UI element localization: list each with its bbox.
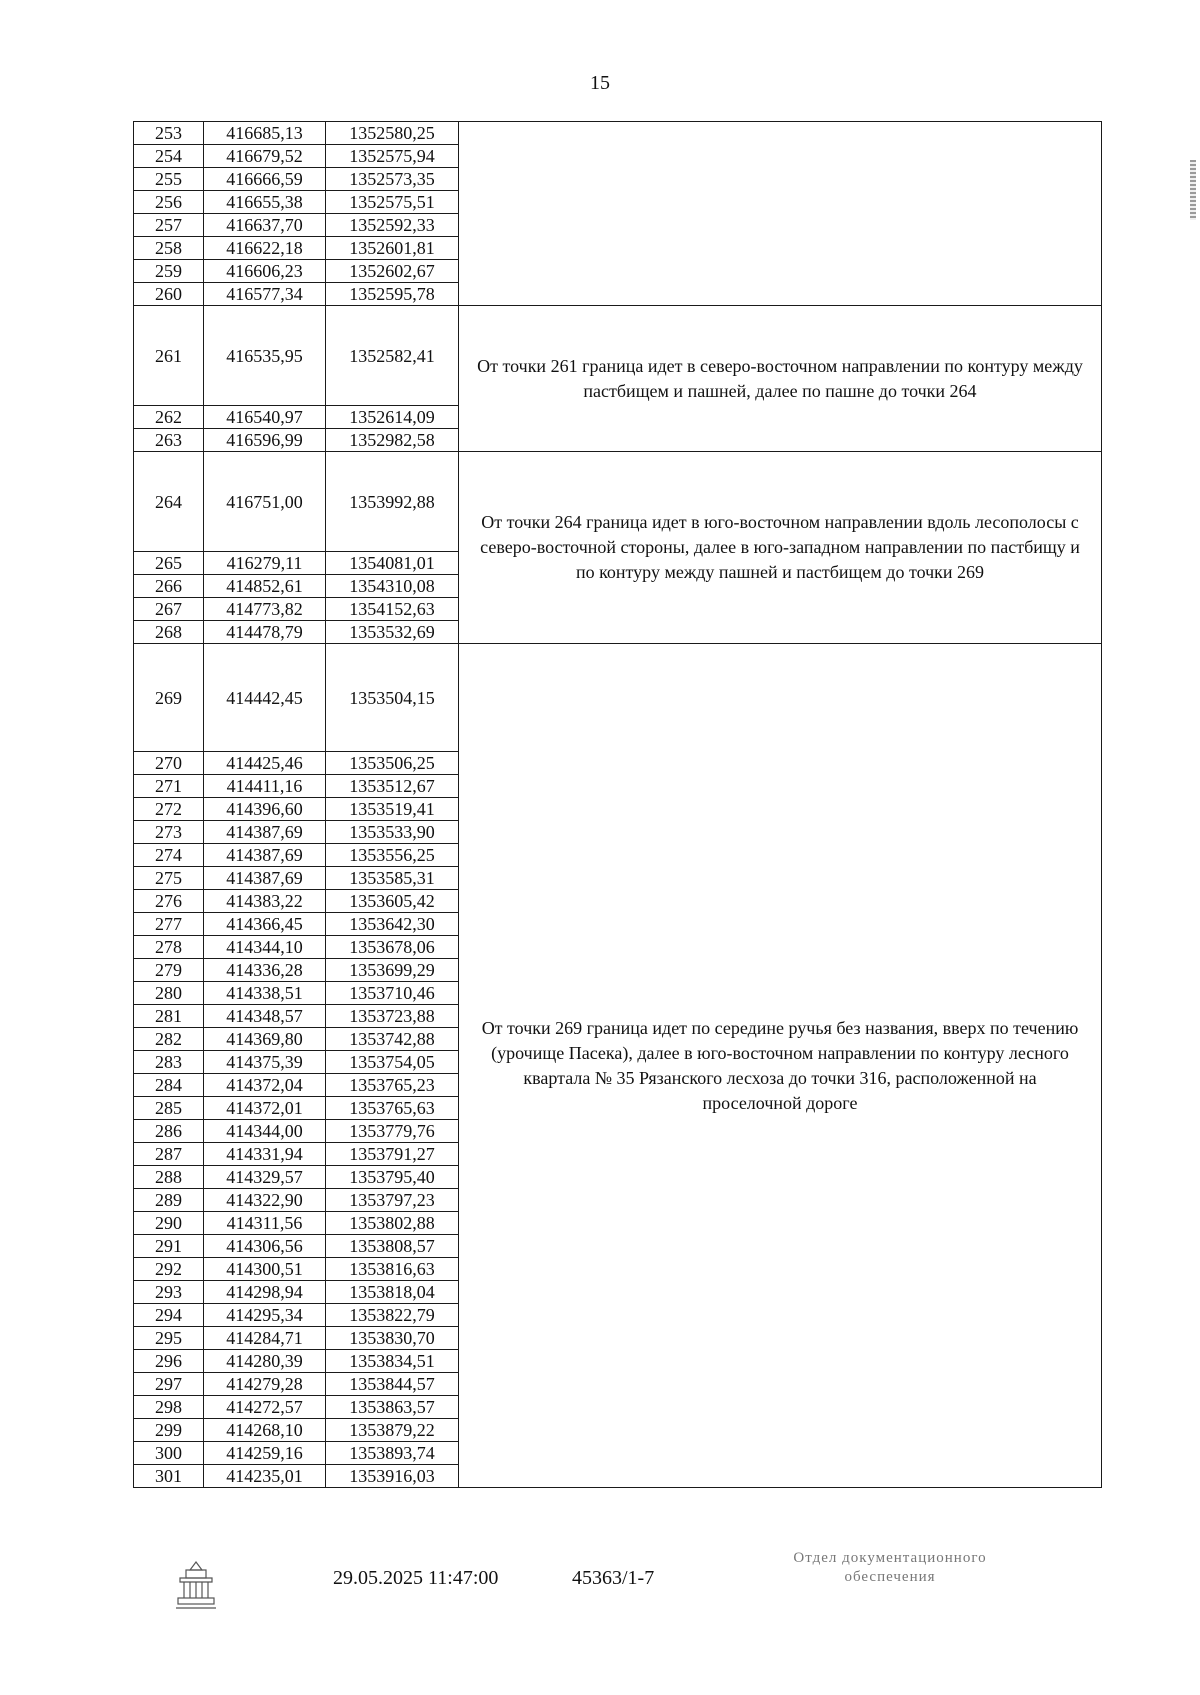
x-coordinate-cell: 414298,94 xyxy=(204,1281,326,1304)
x-coordinate-cell: 414279,28 xyxy=(204,1373,326,1396)
point-number-cell: 268 xyxy=(134,621,204,644)
point-number-cell: 283 xyxy=(134,1051,204,1074)
point-number-cell: 264 xyxy=(134,452,204,552)
page-number: 15 xyxy=(590,72,610,94)
x-coordinate-cell: 414852,61 xyxy=(204,575,326,598)
y-coordinate-cell: 1352602,67 xyxy=(326,260,459,283)
y-coordinate-cell: 1353797,23 xyxy=(326,1189,459,1212)
x-coordinate-cell: 414425,46 xyxy=(204,752,326,775)
point-number-cell: 262 xyxy=(134,406,204,429)
point-number-cell: 280 xyxy=(134,982,204,1005)
y-coordinate-cell: 1352595,78 xyxy=(326,283,459,306)
y-coordinate-cell: 1353678,06 xyxy=(326,936,459,959)
x-coordinate-cell: 414331,94 xyxy=(204,1143,326,1166)
table-row xyxy=(134,452,1102,552)
table-row xyxy=(134,306,1102,406)
x-coordinate-cell: 414268,10 xyxy=(204,1419,326,1442)
point-number-cell: 279 xyxy=(134,959,204,982)
emblem-logo xyxy=(172,1558,220,1614)
y-coordinate-cell: 1353916,03 xyxy=(326,1465,459,1488)
point-number-cell: 293 xyxy=(134,1281,204,1304)
y-coordinate-cell: 1353765,63 xyxy=(326,1097,459,1120)
x-coordinate-cell: 414396,60 xyxy=(204,798,326,821)
table-body xyxy=(134,122,1102,1488)
x-coordinate-cell: 414369,80 xyxy=(204,1028,326,1051)
y-coordinate-cell: 1353779,76 xyxy=(326,1120,459,1143)
y-coordinate-cell: 1353533,90 xyxy=(326,821,459,844)
x-coordinate-cell: 416577,34 xyxy=(204,283,326,306)
point-number-cell: 273 xyxy=(134,821,204,844)
point-number-cell: 287 xyxy=(134,1143,204,1166)
point-number-cell: 290 xyxy=(134,1212,204,1235)
y-coordinate-cell: 1353506,25 xyxy=(326,752,459,775)
y-coordinate-cell: 1353830,70 xyxy=(326,1327,459,1350)
x-coordinate-cell: 414366,45 xyxy=(204,913,326,936)
x-coordinate-cell: 414295,34 xyxy=(204,1304,326,1327)
point-number-cell: 257 xyxy=(134,214,204,237)
point-number-cell: 286 xyxy=(134,1120,204,1143)
point-number-cell: 282 xyxy=(134,1028,204,1051)
y-coordinate-cell: 1354152,63 xyxy=(326,598,459,621)
y-coordinate-cell: 1353605,42 xyxy=(326,890,459,913)
y-coordinate-cell: 1353816,63 xyxy=(326,1258,459,1281)
x-coordinate-cell: 416279,11 xyxy=(204,552,326,575)
point-number-cell: 299 xyxy=(134,1419,204,1442)
point-number-cell: 277 xyxy=(134,913,204,936)
x-coordinate-cell: 414442,45 xyxy=(204,644,326,752)
y-coordinate-cell: 1353863,57 xyxy=(326,1396,459,1419)
point-number-cell: 288 xyxy=(134,1166,204,1189)
x-coordinate-cell: 416637,70 xyxy=(204,214,326,237)
x-coordinate-cell: 414306,56 xyxy=(204,1235,326,1258)
y-coordinate-cell: 1353808,57 xyxy=(326,1235,459,1258)
x-coordinate-cell: 416540,97 xyxy=(204,406,326,429)
point-number-cell: 270 xyxy=(134,752,204,775)
table-row xyxy=(134,644,1102,752)
boundary-description-cell xyxy=(459,122,1102,306)
point-number-cell: 298 xyxy=(134,1396,204,1419)
x-coordinate-cell: 416596,99 xyxy=(204,429,326,452)
y-coordinate-cell: 1353754,05 xyxy=(326,1051,459,1074)
x-coordinate-cell: 414344,00 xyxy=(204,1120,326,1143)
stamp-line-1: Отдел документационного xyxy=(793,1550,987,1566)
point-number-cell: 297 xyxy=(134,1373,204,1396)
y-coordinate-cell: 1352575,94 xyxy=(326,145,459,168)
point-number-cell: 259 xyxy=(134,260,204,283)
y-coordinate-cell: 1353802,88 xyxy=(326,1212,459,1235)
footer-document-code: 45363/1-7 xyxy=(572,1567,655,1589)
point-number-cell: 281 xyxy=(134,1005,204,1028)
x-coordinate-cell: 414235,01 xyxy=(204,1465,326,1488)
x-coordinate-cell: 414773,82 xyxy=(204,598,326,621)
x-coordinate-cell: 414383,22 xyxy=(204,890,326,913)
point-number-cell: 253 xyxy=(134,122,204,145)
point-number-cell: 269 xyxy=(134,644,204,752)
coordinates-table xyxy=(133,121,1102,1488)
y-coordinate-cell: 1353818,04 xyxy=(326,1281,459,1304)
point-number-cell: 301 xyxy=(134,1465,204,1488)
point-number-cell: 278 xyxy=(134,936,204,959)
y-coordinate-cell: 1353504,15 xyxy=(326,644,459,752)
point-number-cell: 291 xyxy=(134,1235,204,1258)
y-coordinate-cell: 1353556,25 xyxy=(326,844,459,867)
y-coordinate-cell: 1353791,27 xyxy=(326,1143,459,1166)
y-coordinate-cell: 1353879,22 xyxy=(326,1419,459,1442)
x-coordinate-cell: 416622,18 xyxy=(204,237,326,260)
y-coordinate-cell: 1353512,67 xyxy=(326,775,459,798)
y-coordinate-cell: 1352573,35 xyxy=(326,168,459,191)
point-number-cell: 274 xyxy=(134,844,204,867)
x-coordinate-cell: 414372,04 xyxy=(204,1074,326,1097)
x-coordinate-cell: 414272,57 xyxy=(204,1396,326,1419)
x-coordinate-cell: 414284,71 xyxy=(204,1327,326,1350)
point-number-cell: 292 xyxy=(134,1258,204,1281)
point-number-cell: 254 xyxy=(134,145,204,168)
x-coordinate-cell: 414411,16 xyxy=(204,775,326,798)
point-number-cell: 266 xyxy=(134,575,204,598)
x-coordinate-cell: 416751,00 xyxy=(204,452,326,552)
point-number-cell: 260 xyxy=(134,283,204,306)
point-number-cell: 261 xyxy=(134,306,204,406)
boundary-description-cell: От точки 264 граница идет в юго-восточном направлении вдоль лесополосы с северо-восточной стороны, далее в юго-западном направлении по пастбищу и по контуру между пашней и пастбищем до точки 269 xyxy=(459,452,1102,644)
y-coordinate-cell: 1353519,41 xyxy=(326,798,459,821)
y-coordinate-cell: 1353992,88 xyxy=(326,452,459,552)
y-coordinate-cell: 1353585,31 xyxy=(326,867,459,890)
boundary-description-cell: От точки 269 граница идет по середине ручья без названия, вверх по течению (урочище Пасека), далее в юго-восточном направлении по контуру лесного квартала № 35 Рязанского лесхоза до точки 316, расположенной на проселочной дороге xyxy=(459,644,1102,1488)
x-coordinate-cell: 414387,69 xyxy=(204,844,326,867)
y-coordinate-cell: 1352601,81 xyxy=(326,237,459,260)
boundary-description-cell: От точки 261 граница идет в северо-восточном направлении по контуру между пастбищем и пашней, далее по пашне до точки 264 xyxy=(459,306,1102,452)
y-coordinate-cell: 1353893,74 xyxy=(326,1442,459,1465)
x-coordinate-cell: 414372,01 xyxy=(204,1097,326,1120)
point-number-cell: 296 xyxy=(134,1350,204,1373)
y-coordinate-cell: 1352575,51 xyxy=(326,191,459,214)
x-coordinate-cell: 416679,52 xyxy=(204,145,326,168)
y-coordinate-cell: 1354310,08 xyxy=(326,575,459,598)
x-coordinate-cell: 414259,16 xyxy=(204,1442,326,1465)
point-number-cell: 300 xyxy=(134,1442,204,1465)
point-number-cell: 255 xyxy=(134,168,204,191)
x-coordinate-cell: 414329,57 xyxy=(204,1166,326,1189)
scan-edge-mark xyxy=(1190,160,1196,220)
x-coordinate-cell: 414348,57 xyxy=(204,1005,326,1028)
y-coordinate-cell: 1353844,57 xyxy=(326,1373,459,1396)
y-coordinate-cell: 1353742,88 xyxy=(326,1028,459,1051)
point-number-cell: 256 xyxy=(134,191,204,214)
x-coordinate-cell: 414300,51 xyxy=(204,1258,326,1281)
footer-date: 29.05.2025 11:47:00 xyxy=(333,1567,499,1589)
stamp-line-2: обеспечения xyxy=(844,1569,936,1585)
x-coordinate-cell: 414311,56 xyxy=(204,1212,326,1235)
y-coordinate-cell: 1353795,40 xyxy=(326,1166,459,1189)
y-coordinate-cell: 1353710,46 xyxy=(326,982,459,1005)
point-number-cell: 289 xyxy=(134,1189,204,1212)
x-coordinate-cell: 416535,95 xyxy=(204,306,326,406)
y-coordinate-cell: 1353834,51 xyxy=(326,1350,459,1373)
x-coordinate-cell: 416685,13 xyxy=(204,122,326,145)
x-coordinate-cell: 416606,23 xyxy=(204,260,326,283)
y-coordinate-cell: 1352592,33 xyxy=(326,214,459,237)
x-coordinate-cell: 416666,59 xyxy=(204,168,326,191)
x-coordinate-cell: 414280,39 xyxy=(204,1350,326,1373)
x-coordinate-cell: 414387,69 xyxy=(204,867,326,890)
y-coordinate-cell: 1353822,79 xyxy=(326,1304,459,1327)
table-row xyxy=(134,122,1102,145)
point-number-cell: 258 xyxy=(134,237,204,260)
y-coordinate-cell: 1352580,25 xyxy=(326,122,459,145)
x-coordinate-cell: 414338,51 xyxy=(204,982,326,1005)
y-coordinate-cell: 1353765,23 xyxy=(326,1074,459,1097)
department-stamp xyxy=(740,1549,1040,1587)
x-coordinate-cell: 414322,90 xyxy=(204,1189,326,1212)
y-coordinate-cell: 1352614,09 xyxy=(326,406,459,429)
x-coordinate-cell: 414344,10 xyxy=(204,936,326,959)
x-coordinate-cell: 416655,38 xyxy=(204,191,326,214)
point-number-cell: 265 xyxy=(134,552,204,575)
point-number-cell: 285 xyxy=(134,1097,204,1120)
x-coordinate-cell: 414336,28 xyxy=(204,959,326,982)
x-coordinate-cell: 414478,79 xyxy=(204,621,326,644)
y-coordinate-cell: 1353699,29 xyxy=(326,959,459,982)
y-coordinate-cell: 1353642,30 xyxy=(326,913,459,936)
y-coordinate-cell: 1353723,88 xyxy=(326,1005,459,1028)
y-coordinate-cell: 1354081,01 xyxy=(326,552,459,575)
y-coordinate-cell: 1352582,41 xyxy=(326,306,459,406)
point-number-cell: 275 xyxy=(134,867,204,890)
point-number-cell: 284 xyxy=(134,1074,204,1097)
x-coordinate-cell: 414387,69 xyxy=(204,821,326,844)
point-number-cell: 276 xyxy=(134,890,204,913)
point-number-cell: 271 xyxy=(134,775,204,798)
point-number-cell: 294 xyxy=(134,1304,204,1327)
point-number-cell: 267 xyxy=(134,598,204,621)
point-number-cell: 295 xyxy=(134,1327,204,1350)
y-coordinate-cell: 1353532,69 xyxy=(326,621,459,644)
y-coordinate-cell: 1352982,58 xyxy=(326,429,459,452)
point-number-cell: 272 xyxy=(134,798,204,821)
point-number-cell: 263 xyxy=(134,429,204,452)
x-coordinate-cell: 414375,39 xyxy=(204,1051,326,1074)
